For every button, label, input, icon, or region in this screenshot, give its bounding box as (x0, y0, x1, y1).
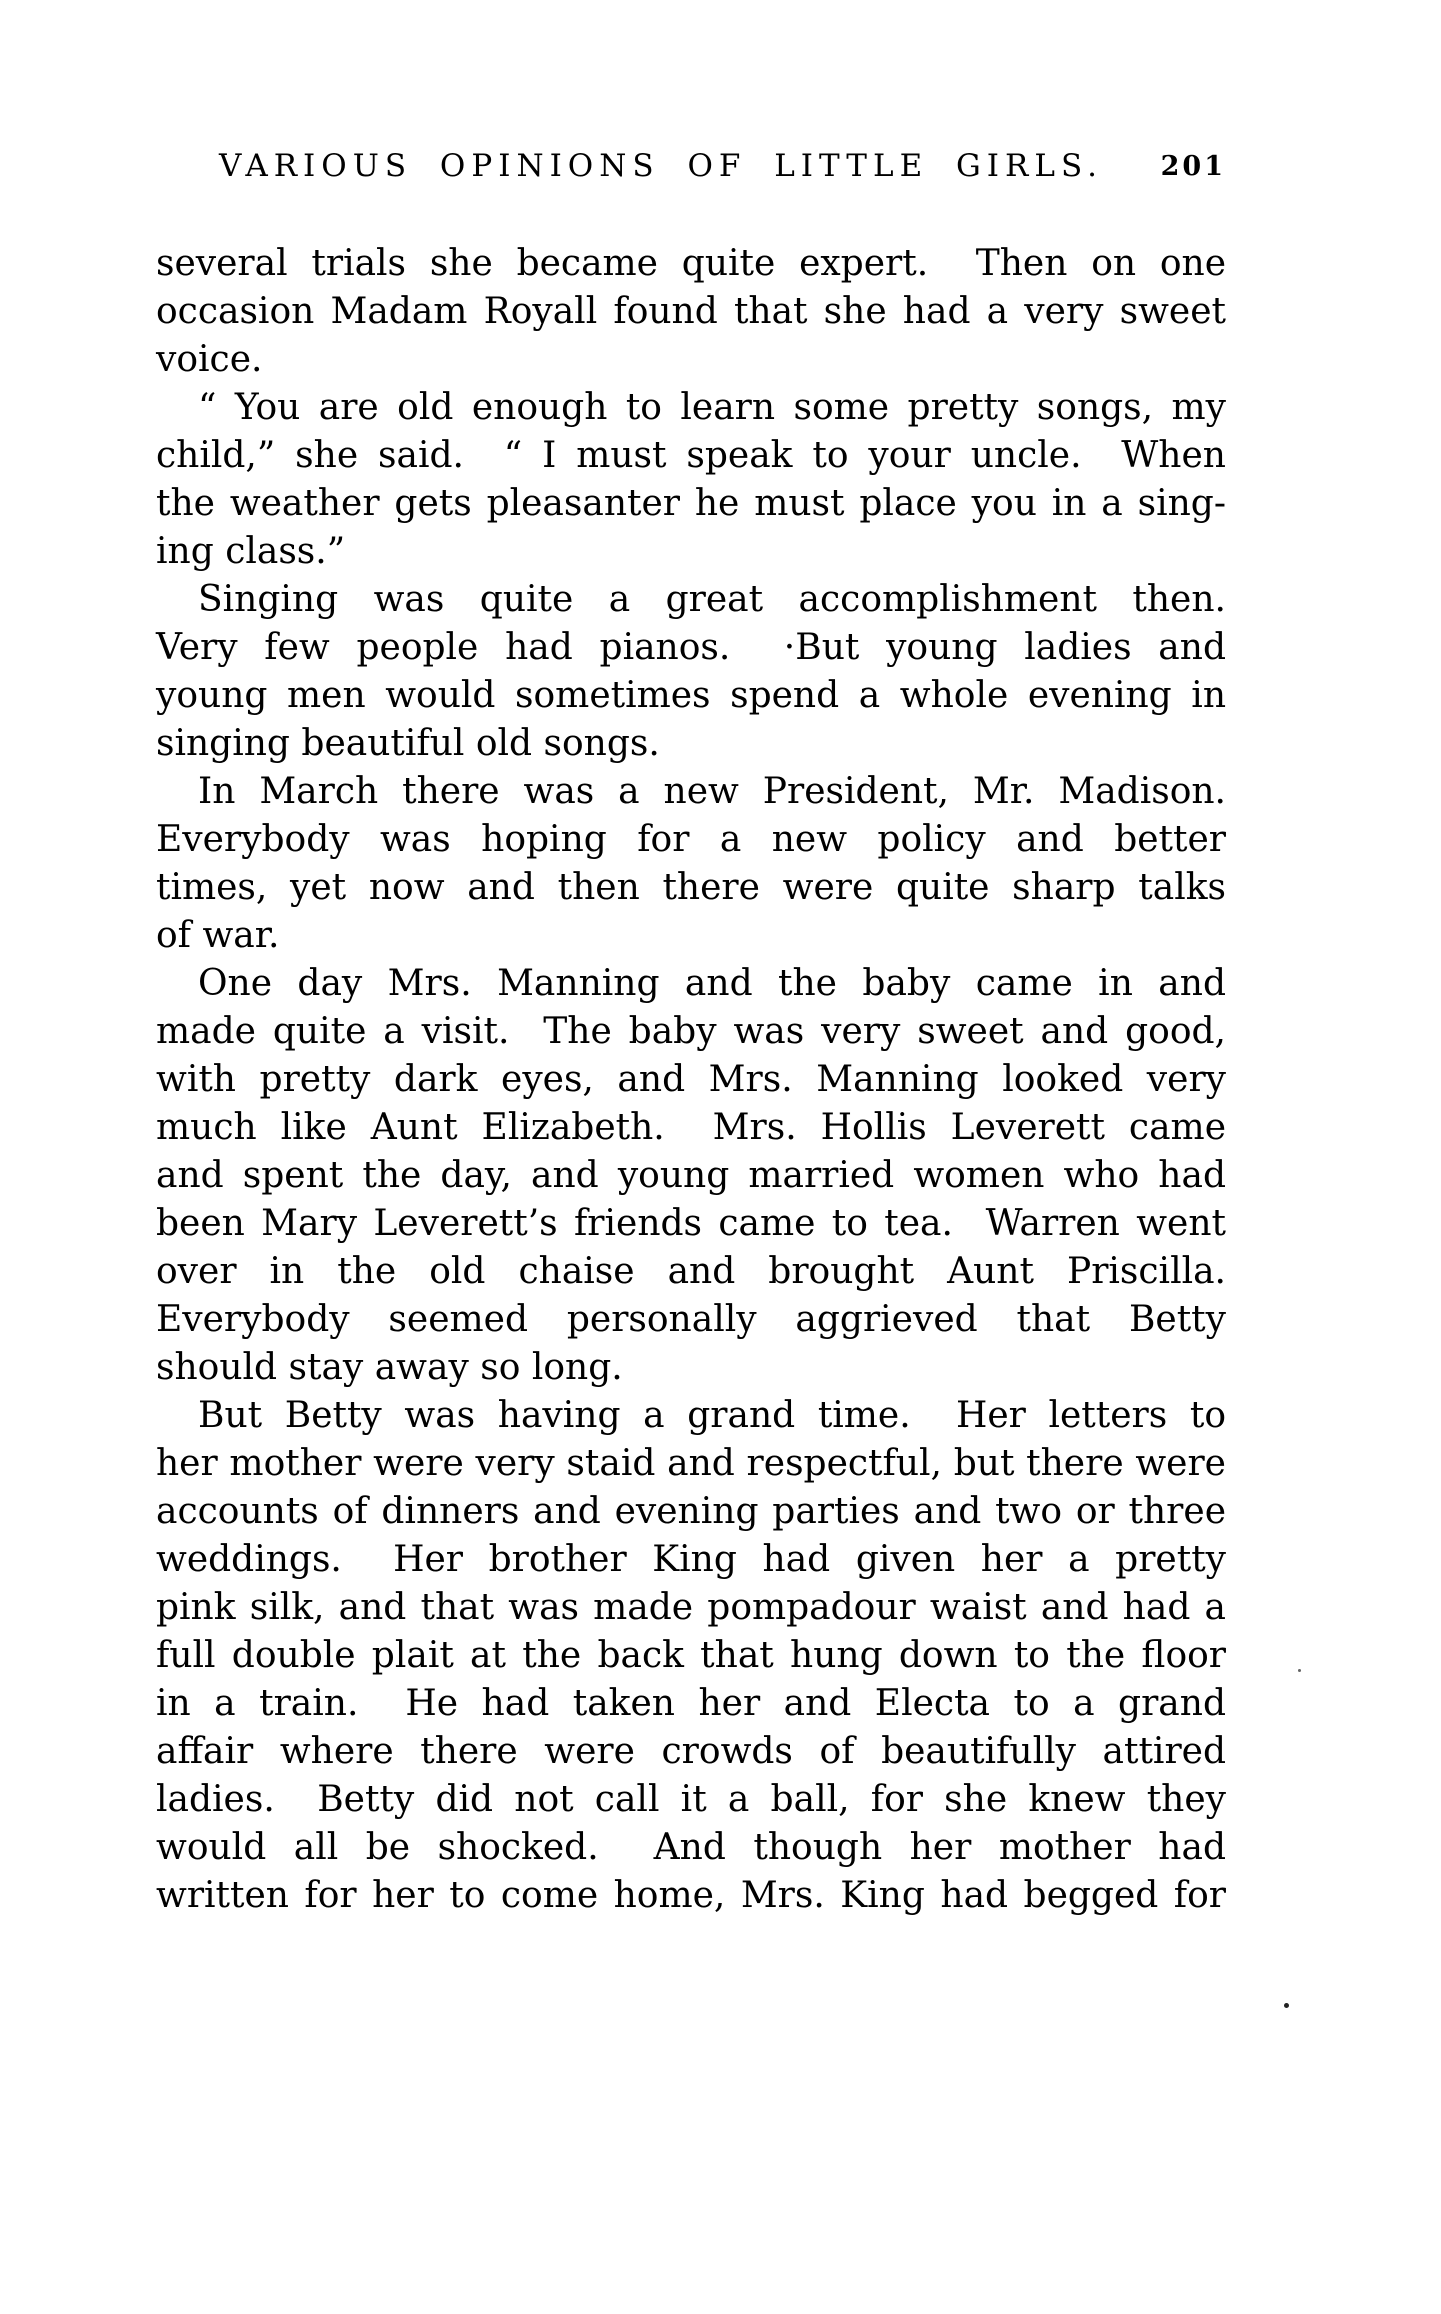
page-text (156, 240, 1226, 1920)
text-line: One day Mrs. Manning and the baby came in and (198, 963, 1226, 1004)
text-line: and spent the day, and young married women who had (156, 1155, 1226, 1196)
text-line: of war. (156, 915, 280, 956)
text-line: been Mary Leverett’s friends came to tea. Warren went (156, 1203, 1226, 1244)
text-line: But Betty was having a grand time. Her letters to (198, 1395, 1226, 1436)
text-line: would all be shocked. And though her mother had (156, 1827, 1226, 1868)
text-line: times, yet now and then there were quite sharp talks (156, 867, 1226, 908)
paragraph (156, 1392, 1226, 1920)
paragraph (156, 384, 1226, 576)
text-line: much like Aunt Elizabeth. Mrs. Hollis Leverett came (156, 1107, 1226, 1148)
text-line: weddings. Her brother King had given her a pretty (156, 1539, 1226, 1580)
text-line: full double plait at the back that hung down to the floor (156, 1635, 1226, 1676)
text-line: her mother were very staid and respectful, but there were (156, 1443, 1226, 1484)
paragraph (156, 576, 1226, 768)
scan-speck (1298, 1669, 1301, 1672)
text-line: Everybody seemed personally aggrieved that Betty (156, 1299, 1226, 1340)
text-line: singing beautiful old songs. (156, 723, 660, 764)
text-line: in a train. He had taken her and Electa to a grand (156, 1683, 1226, 1724)
running-header (156, 148, 1226, 188)
paragraph (156, 768, 1226, 960)
text-line: “ You are old enough to learn some pretty songs, my (198, 387, 1226, 428)
text-line: voice. (156, 339, 263, 380)
text-line: ladies. Betty did not call it a ball, for she knew they (156, 1779, 1226, 1820)
text-line: made quite a visit. The baby was very sweet and good, (156, 1011, 1226, 1052)
text-line: young men would sometimes spend a whole evening in (156, 675, 1226, 716)
running-header-title: VARIOUS OPINIONS OF LITTLE GIRLS. (219, 148, 1103, 184)
text-line: In March there was a new President, Mr. Madison. (198, 771, 1226, 812)
text-line: pink silk, and that was made pompadour waist and had a (156, 1587, 1226, 1628)
text-line: several trials she became quite expert. Then on one (156, 243, 1226, 284)
text-line: with pretty dark eyes, and Mrs. Manning looked very (156, 1059, 1226, 1100)
page-number: 201 (1160, 151, 1226, 182)
text-line: over in the old chaise and brought Aunt Priscilla. (156, 1251, 1226, 1292)
text-line: child,” she said. “ I must speak to your uncle. When (156, 435, 1226, 476)
text-line: Very few people had pianos. ·But young ladies and (156, 627, 1226, 668)
text-line: should stay away so long. (156, 1347, 623, 1388)
paragraph (156, 960, 1226, 1392)
text-line: written for her to come home, Mrs. King had begged for (156, 1875, 1226, 1916)
text-line: affair where there were crowds of beautifully attired (156, 1731, 1226, 1772)
scan-speck (1284, 2003, 1289, 2008)
text-line: accounts of dinners and evening parties and two or three (156, 1491, 1226, 1532)
paragraph (156, 240, 1226, 384)
text-line: Everybody was hoping for a new policy and better (156, 819, 1226, 860)
text-line: Singing was quite a great accomplishment then. (198, 579, 1226, 620)
text-line: ing class.” (156, 531, 346, 572)
text-line: the weather gets pleasanter he must place you in a sing- (156, 483, 1226, 524)
text-line: occasion Madam Royall found that she had a very sweet (156, 291, 1226, 332)
